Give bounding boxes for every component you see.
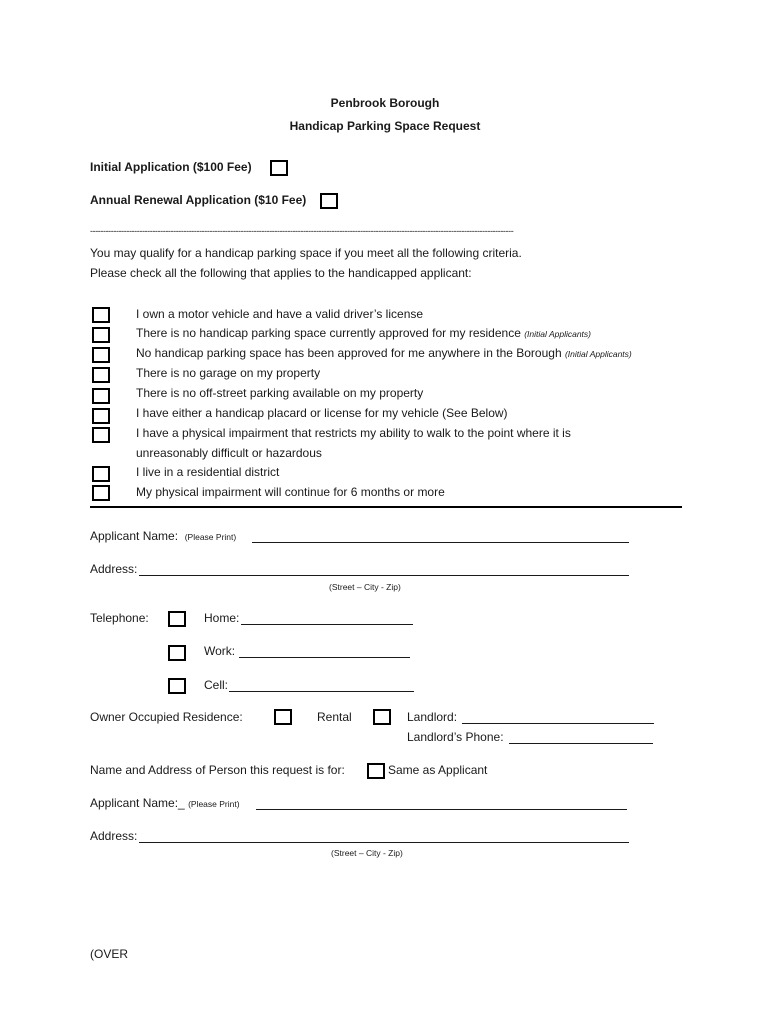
work-phone-field[interactable] [239,645,410,658]
criteria-item: I have a physical impairment that restricts my ability to walk to the point where it is [136,426,571,440]
form-title: Handicap Parking Space Request [289,119,481,133]
owner-occupied-checkbox[interactable] [274,709,292,725]
applicant-address-field[interactable] [139,563,629,576]
rental-checkbox[interactable] [373,709,391,725]
criteria-note: (Initial Applicants) [524,329,591,339]
criteria-checkbox[interactable] [92,485,110,501]
telephone-label: Telephone: [90,611,149,625]
renewal-application-label: Annual Renewal Application ($10 Fee) [90,193,307,207]
work-phone-checkbox[interactable] [168,645,186,661]
criteria-item: No handicap parking space has been approved for me anywhere in the Borough (Initial Applicants) [136,346,632,360]
cell-phone-checkbox[interactable] [168,678,186,694]
criteria-item: There is no garage on my property [136,366,321,380]
intro-line-2: Please check all the following that applies to the handicapped applicant: [90,266,472,280]
criteria-item-continued: unreasonably difficult or hazardous [136,446,322,460]
home-phone-checkbox[interactable] [168,611,186,627]
criteria-item: My physical impairment will continue for 6 months or more [136,485,445,499]
criteria-checkbox[interactable] [92,427,110,443]
applicant-name-field[interactable] [252,530,629,543]
person-address-label: Address: [90,829,138,843]
initial-application-checkbox[interactable] [270,160,288,176]
work-phone-label: Work: [204,644,236,658]
applicant-name-label: Applicant Name: (Please Print) [90,529,237,543]
renewal-application-checkbox[interactable] [320,193,338,209]
same-as-applicant-checkbox[interactable] [367,763,385,779]
street-city-zip-note: (Street – City - Zip) [331,848,403,858]
landlord-phone-label: Landlord’s Phone: [407,730,504,744]
initial-application-label: Initial Application ($100 Fee) [90,160,252,174]
please-print-note: (Please Print) [184,532,237,542]
criteria-item: I have either a handicap placard or license for my vehicle (See Below) [136,406,508,420]
landlord-field[interactable] [462,711,654,724]
intro-line-1: You may qualify for a handicap parking space if you meet all the following criteria. [90,246,522,260]
street-city-zip-note: (Street – City - Zip) [329,582,401,592]
person-address-field[interactable] [139,830,629,843]
criteria-item: I own a motor vehicle and have a valid driver’s license [136,307,424,321]
criteria-checkbox[interactable] [92,307,110,323]
home-phone-field[interactable] [241,612,413,625]
person-heading: Name and Address of Person this request is for: [90,763,345,777]
home-phone-label: Home: [204,611,240,625]
owner-occupied-label: Owner Occupied Residence: [90,710,243,724]
criteria-checkbox[interactable] [92,408,110,424]
please-print-note: (Please Print) [188,799,240,809]
rental-label: Rental [317,710,352,724]
criteria-item: There is no off-street parking available on my property [136,386,424,400]
criteria-checkbox[interactable] [92,466,110,482]
criteria-note: (Initial Applicants) [564,349,632,359]
section-divider [90,506,682,508]
applicant-address-label: Address: [90,562,138,576]
criteria-item: There is no handicap parking space currently approved for my residence (Initial Applicants) [136,326,591,340]
landlord-phone-field[interactable] [509,731,653,744]
criteria-checkbox[interactable] [92,327,110,343]
over-note: (OVER [90,947,129,961]
person-name-field[interactable] [256,797,627,810]
cell-phone-field[interactable] [229,679,414,692]
same-as-applicant-label: Same as Applicant [388,763,488,777]
cell-phone-label: Cell: [204,678,229,692]
criteria-checkbox[interactable] [92,347,110,363]
criteria-checkbox[interactable] [92,367,110,383]
org-name: Penbrook Borough [330,96,440,110]
dashed-separator: ------------------------------------------------------------------------------------------------------------------------------------------------------------------- [90,226,514,236]
landlord-label: Landlord: [407,710,458,724]
criteria-item: I live in a residential district [136,465,280,479]
criteria-checkbox[interactable] [92,388,110,404]
person-name-label: Applicant Name:_ (Please Print) [90,796,240,810]
